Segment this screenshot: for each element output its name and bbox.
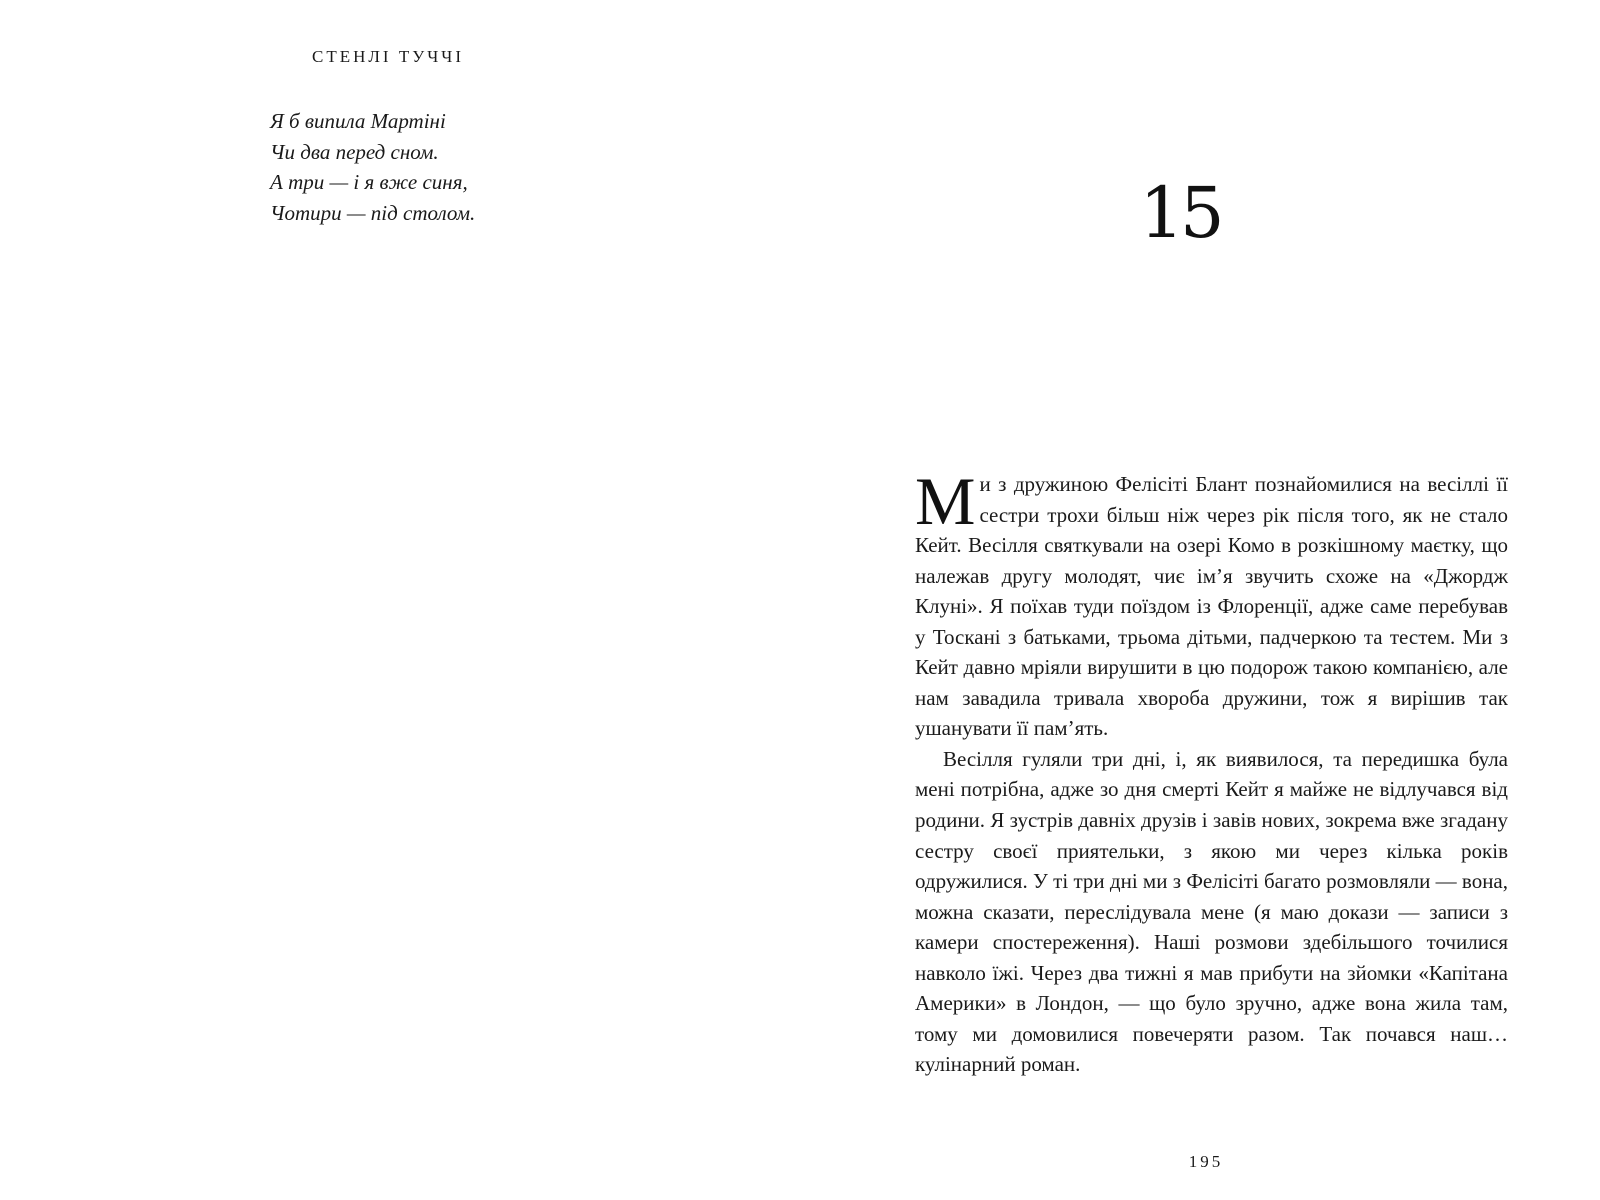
page-number-text: 195 bbox=[1188, 1152, 1224, 1171]
epigraph-line-2: Чи два перед сном. bbox=[270, 139, 439, 164]
right-page bbox=[800, 0, 1600, 1200]
epigraph-poem bbox=[270, 106, 475, 228]
paragraph-1 bbox=[915, 463, 1508, 744]
epigraph-line-4: Чотири — під столом. bbox=[270, 200, 476, 225]
epigraph-line-3: А три — і я вже синя, bbox=[270, 170, 468, 194]
chapter-body bbox=[915, 463, 1508, 1080]
running-head-author: СТЕНЛІ ТУЧЧІ bbox=[312, 47, 465, 66]
paragraph-1-text: и з дружиною Фелісіті Блант познайомилися на весіллі її сестри трохи більш ніж через рік після того, як не стало Кейт. Весілля святкували на озері Комо в розкішному маєтку, що належав другу молодят, чиє ім’я звучить схоже на «Джордж Клуні». Я поїхав туди поїздом із Флоренції, адже саме перебував у Тоскані з батьками, трьома дітьми, падчеркою та тестем. Ми з Кейт давно мріяли вирушити в цю подорож такою компанією, але нам завадила тривала хвороба дружини, тож я вирішив так ушанувати її пам’ять. bbox=[915, 472, 1508, 741]
drop-cap: М bbox=[915, 463, 976, 539]
chapter-number-text: 15 bbox=[1139, 172, 1221, 254]
epigraph-line-1: Я б випила Мартіні bbox=[270, 109, 446, 133]
paragraph-2: Весілля гуляли три дні, і, як виявилося, та передишка була мені потрібна, адже зо дня смерті Кейт я майже не відлучався від родини. Я зустрів давніх друзів і завів нових, зокрема вже згадану сестру своєї приятельки, з якою ми через кілька років одружилися. У ті три дні ми з Фелісіті багато розмовляли — вона, можна сказати, переслідувала мене (я маю докази — записи з камери спостереження). Наші розмови здебільшого точилися навколо їжі. Через два тижні я мав прибути на зйомки «Капітана Америки» в Лондон, — що було зручно, адже вона жила там, тому ми домовилися повечеряти разом. Так почався наш… кулінарний роман. bbox=[915, 746, 1508, 1077]
